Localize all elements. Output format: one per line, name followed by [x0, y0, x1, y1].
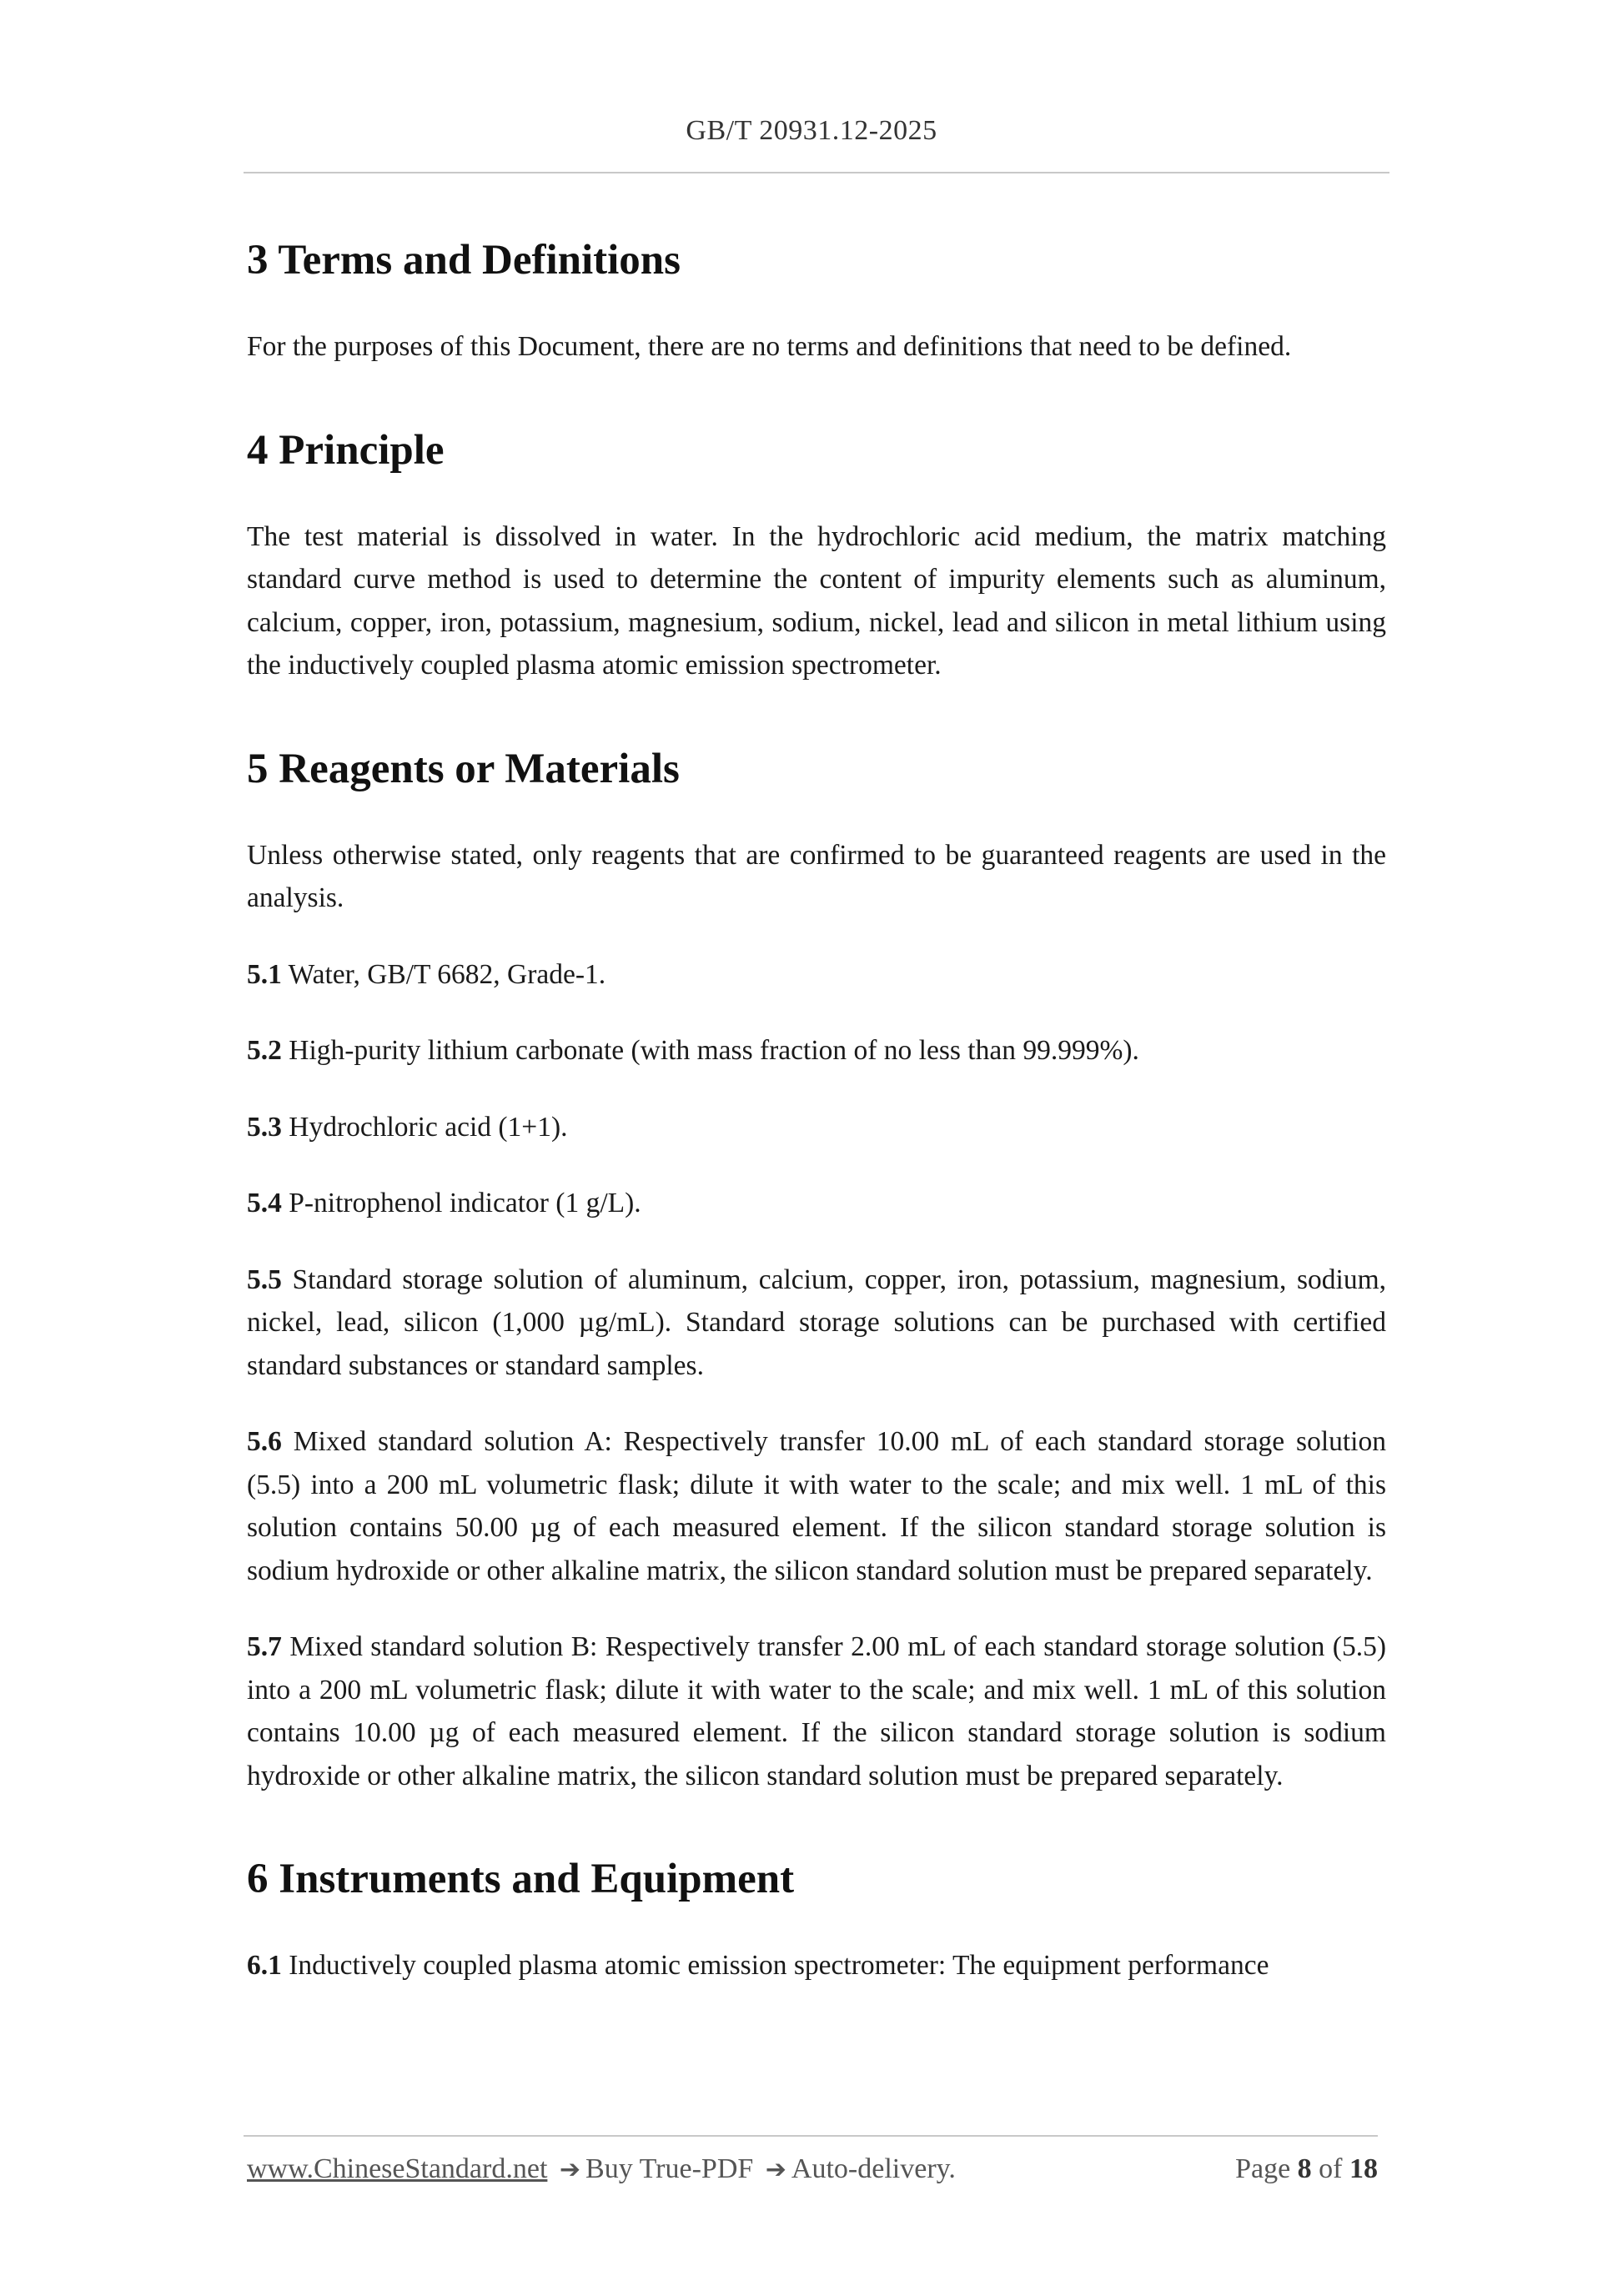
page-total: 18 — [1349, 2153, 1378, 2184]
clause-5-3 — [247, 1106, 1386, 1149]
clause-text: High-purity lithium carbonate (with mass fraction of no less than 99.999%). — [289, 1035, 1139, 1066]
paragraph — [247, 325, 1386, 369]
clause-5-6 — [247, 1420, 1386, 1592]
clause-text: P-nitrophenol indicator (1 g/L). — [289, 1188, 641, 1218]
clause-number: 5.2 — [247, 1035, 282, 1066]
clause-6-1 — [247, 1944, 1386, 1987]
clause-5-1 — [247, 953, 1386, 997]
paragraph — [247, 834, 1386, 920]
clause-text: Water, GB/T 6682, Grade-1. — [288, 958, 606, 990]
footer-divider — [244, 2135, 1378, 2137]
right-arrow-icon: ➔ — [559, 2155, 581, 2184]
section-heading-5: 5 Reagents or Materials — [247, 745, 680, 792]
page-counter — [1235, 2153, 1378, 2185]
paragraph-text: The test material is dissolved in water. In the hydrochloric acid medium, the matrix matching standard curve method is used to determine the content of impurity elements such as aluminum, calcium, copper, iron, potassium, magnesium, sodium, nickel, lead and silicon in metal lithium using the inductively coupled plasma atomic emission spectrometer. — [247, 520, 1386, 681]
of-word: of — [1319, 2153, 1343, 2184]
clause-number: 5.5 — [247, 1264, 282, 1295]
clause-5-2 — [247, 1029, 1386, 1073]
clause-number: 5.7 — [247, 1631, 282, 1662]
page-footer — [247, 2153, 1378, 2195]
page-content — [247, 234, 1386, 2021]
site-link[interactable]: www.ChineseStandard.net — [247, 2153, 548, 2184]
footer-step-buy: Buy True-PDF — [585, 2153, 754, 2184]
paragraph — [247, 515, 1386, 687]
paragraph-text: For the purposes of this Document, there are no terms and definitions that need to be defined. — [247, 331, 1292, 362]
clause-number: 5.3 — [247, 1111, 282, 1143]
clause-text: Standard storage solution of aluminum, calcium, copper, iron, potassium, magnesium, sodium, nickel, lead, silicon (1,000 µg/mL). Standard storage solutions can be purchased with certified standard substances or standard samples. — [247, 1264, 1386, 1381]
header-divider — [244, 172, 1389, 173]
section-heading-3: 3 Terms and Definitions — [247, 237, 681, 284]
page-current: 8 — [1297, 2153, 1312, 2184]
clause-text: Mixed standard solution B: Respectively transfer 2.00 mL of each standard storage solution (5.5) into a 200 mL volumetric flask; dilute it with water to the scale; and mix well. 1 mL of this solution contains 10.00 µg of each measured element. If the silicon standard storage solution is sodium hydroxide or other alkaline matrix, the silicon standard solution must be prepared separately. — [247, 1631, 1386, 1791]
clause-number: 5.6 — [247, 1426, 282, 1457]
section-heading-4: 4 Principle — [247, 426, 445, 474]
clause-number: 5.4 — [247, 1188, 282, 1218]
section-heading-6: 6 Instruments and Equipment — [247, 1856, 795, 1902]
paragraph-text: Unless otherwise stated, only reagents that are confirmed to be guaranteed reagents are used in the analysis. — [247, 839, 1386, 913]
footer-step-delivery: Auto-delivery. — [791, 2153, 956, 2184]
clause-5-7 — [247, 1625, 1386, 1797]
clause-number: 6.1 — [247, 1950, 282, 1981]
clause-5-4 — [247, 1182, 1386, 1225]
running-header: GB/T 20931.12-2025 — [686, 115, 937, 146]
clause-text: Inductively coupled plasma atomic emission spectrometer: The equipment performance — [289, 1950, 1269, 1981]
right-arrow-icon: ➔ — [765, 2155, 786, 2184]
footer-promo — [247, 2153, 956, 2185]
clause-number: 5.1 — [247, 958, 282, 990]
page-word: Page — [1235, 2153, 1291, 2184]
clause-text: Mixed standard solution A: Respectively transfer 10.00 mL of each standard storage solution (5.5) into a 200 mL volumetric flask; dilute it with water to the scale; and mix well. 1 mL of this solution contains 50.00 µg of each measured element. If the silicon standard storage solution is sodium hydroxide or other alkaline matrix, the silicon standard solution must be prepared separately. — [247, 1426, 1386, 1586]
clause-text: Hydrochloric acid (1+1). — [289, 1111, 568, 1143]
clause-5-5 — [247, 1259, 1386, 1388]
